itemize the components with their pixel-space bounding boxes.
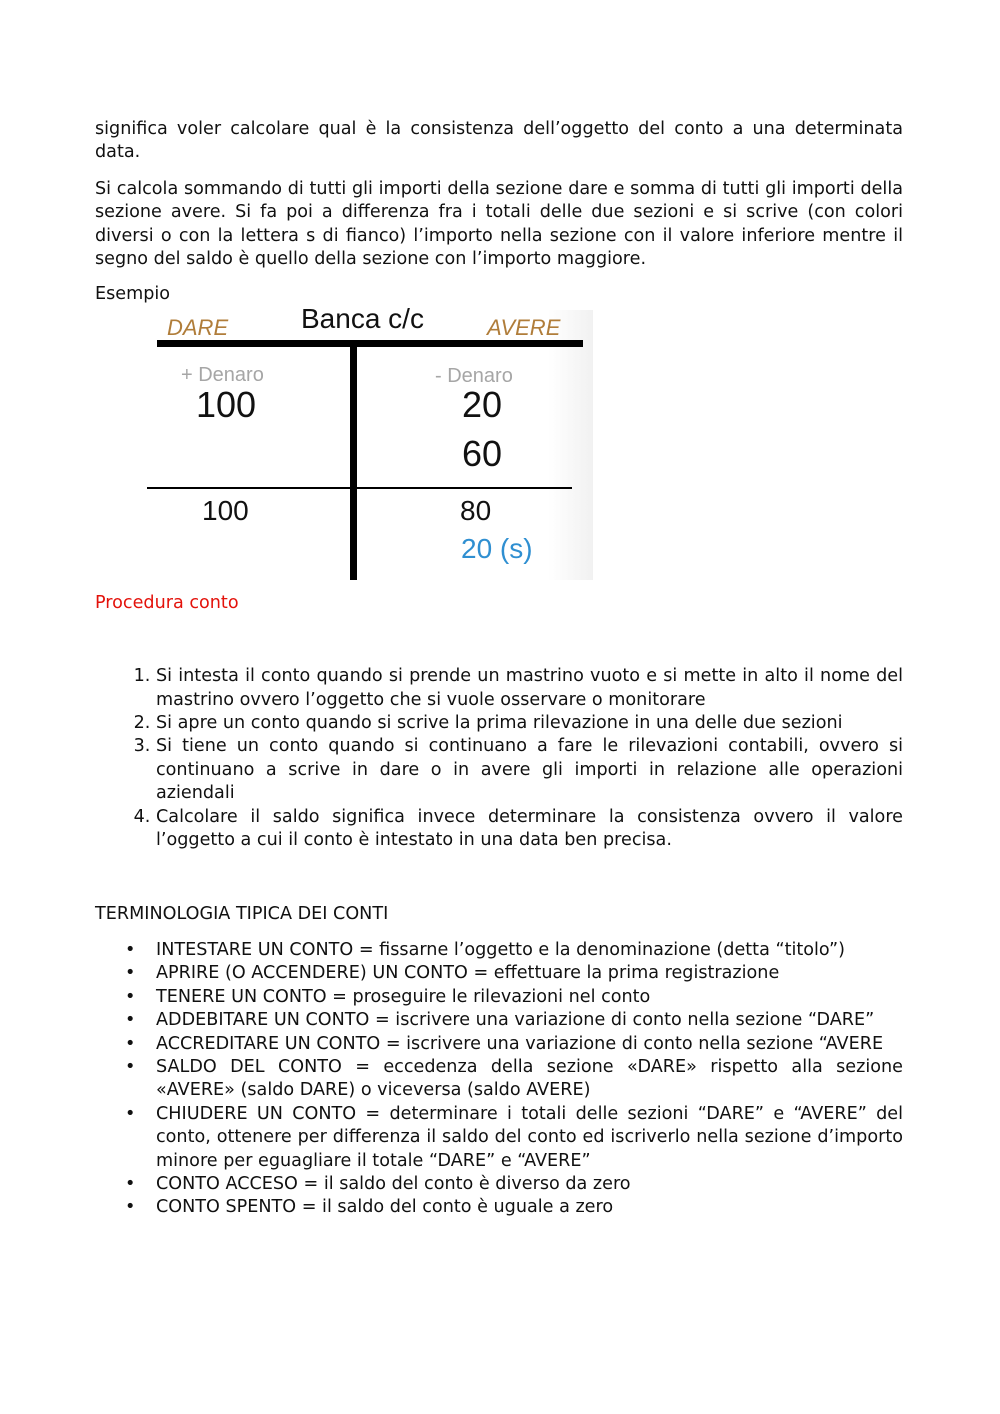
term-text: TENERE UN CONTO = proseguire le rilevazioni nel conto <box>156 986 651 1007</box>
list-item: 3. Si tiene un conto quando si continuano a fare le rilevazioni contabili, ovvero si continuano a scrive in dare o in avere gli importi in relazione alle operazioni aziendali <box>156 735 903 805</box>
bullet-icon: • <box>125 939 136 960</box>
dare-subheading: + Denaro <box>181 363 264 386</box>
list-item <box>125 986 903 1009</box>
avere-entry: 20 <box>462 383 503 425</box>
dare-label: DARE <box>167 314 229 340</box>
bullet-icon: • <box>125 986 136 1007</box>
list-item: 1. Si intesta il conto quando si prende un mastrino vuoto e si mette in alto il nome del mastrino ovvero l’oggetto che si vuole osservare o monitorare <box>156 665 903 712</box>
dare-entry: 100 <box>196 383 257 425</box>
dare-total: 100 <box>202 494 249 526</box>
bullet-icon: • <box>125 1197 136 1218</box>
term-text: SALDO DEL CONTO = eccedenza della sezione «DARE» rispetto alla sezione «AVERE» (saldo DARE) o viceversa (saldo AVERE) <box>156 1056 903 1101</box>
list-item: 4. Calcolare il saldo significa invece determinare la consistenza ovvero il valore l’oggetto a cui il conto è intestato in una data ben precisa. <box>156 806 903 853</box>
paragraph-calcolo-saldo: Si calcola sommando di tutti gli importi della sezione dare e somma di tutti gli importi della sezione avere. Si fa poi a differenza fra i totali delle due sezioni e si scrive (con colori diversi o con la lettera s di fianco) l’importo nella sezione con il valore inferiore mentre il segno del saldo è quello della sezione con l’importo maggiore. <box>95 178 903 270</box>
avere-label: AVERE <box>487 314 561 340</box>
paragraph-intro: significa voler calcolare qual è la consistenza dell’oggetto del conto a una determinata data. <box>95 119 903 163</box>
term-text: INTESTARE UN CONTO = fissarne l’oggetto e la denominazione (detta “titolo”) <box>156 939 846 960</box>
bullet-icon: • <box>125 1056 136 1077</box>
avere-total: 80 <box>460 494 492 526</box>
bullet-icon: • <box>125 1033 136 1054</box>
term-text: ADDEBITARE UN CONTO = iscrivere una variazione di conto nella sezione “DARE” <box>156 1010 875 1031</box>
list-item <box>125 1196 903 1219</box>
term-text: CONTO ACCESO = il saldo del conto è diverso da zero <box>156 1173 631 1194</box>
t-vertical-line <box>350 347 357 580</box>
bullet-icon: • <box>125 1173 136 1194</box>
list-item <box>125 1009 903 1032</box>
label-esempio: Esempio <box>95 284 171 305</box>
list-item <box>125 1103 903 1173</box>
heading-procedura-conto: Procedura conto <box>95 592 239 613</box>
terminologia-list <box>95 939 903 1220</box>
bullet-icon: • <box>125 1010 136 1031</box>
list-item <box>125 1033 903 1056</box>
bullet-icon: • <box>125 963 136 984</box>
total-separator-line <box>147 487 572 489</box>
list-item <box>125 962 903 985</box>
heading-terminologia: TERMINOLOGIA TIPICA DEI CONTI <box>95 903 389 924</box>
term-text: APRIRE (O ACCENDERE) UN CONTO = effettuare la prima registrazione <box>156 963 780 984</box>
procedura-steps-list <box>95 665 903 852</box>
list-item <box>125 1056 903 1103</box>
document-page <box>95 118 903 1220</box>
saldo-value: 20 (s) <box>461 532 533 564</box>
list-item: 2. Si apre un conto quando si scrive la prima rilevazione in una delle due sezioni <box>156 712 903 735</box>
account-title: Banca c/c <box>301 302 424 334</box>
bullet-icon: • <box>125 1103 136 1124</box>
list-item <box>125 1173 903 1196</box>
term-text: CONTO SPENTO = il saldo del conto è uguale a zero <box>156 1197 614 1218</box>
t-account-image <box>145 302 593 580</box>
avere-subheading: - Denaro <box>435 364 513 387</box>
term-text: CHIUDERE UN CONTO = determinare i totali delle sezioni “DARE” e “AVERE” del conto, ottenere per differenza il saldo del conto ed iscriverlo nella sezione d’importo minore per eguagliare il totale “DARE” e “AVERE” <box>156 1103 903 1171</box>
list-item <box>125 939 903 962</box>
t-horizontal-line <box>157 340 583 347</box>
avere-entry: 60 <box>462 432 503 474</box>
term-text: ACCREDITARE UN CONTO = iscrivere una variazione di conto nella sezione “AVERE <box>156 1033 884 1054</box>
